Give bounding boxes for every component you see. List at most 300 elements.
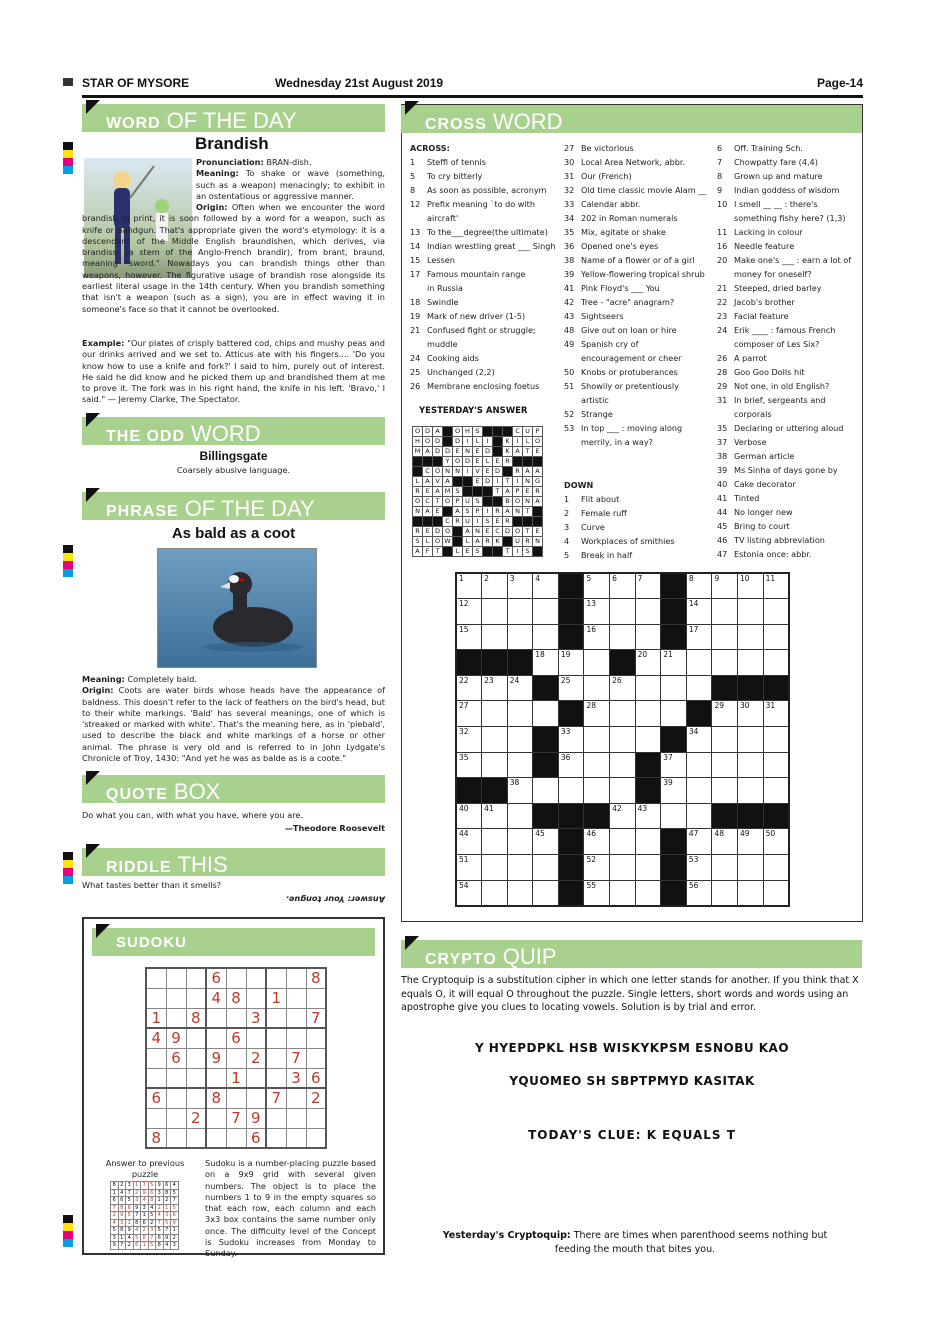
cell-number: 43 xyxy=(637,803,648,813)
answer-cell: C xyxy=(443,517,453,527)
sudoku-cell[interactable]: 6 xyxy=(306,1068,326,1088)
grid-cell[interactable] xyxy=(584,778,610,804)
grid-cell[interactable] xyxy=(712,752,738,778)
grid-cell[interactable] xyxy=(610,778,636,804)
grid-cell[interactable] xyxy=(635,650,661,676)
sudoku-cell[interactable] xyxy=(206,1008,226,1028)
grid-cell[interactable] xyxy=(456,829,482,855)
grid-cell[interactable] xyxy=(533,829,559,855)
grid-cell[interactable] xyxy=(482,624,508,650)
sudoku-cell[interactable] xyxy=(186,1128,206,1148)
crossword-grid[interactable] xyxy=(455,572,790,907)
grid-cell[interactable] xyxy=(661,650,687,676)
grid-cell[interactable] xyxy=(558,727,584,753)
grid-cell[interactable] xyxy=(610,624,636,650)
sudoku-cell[interactable] xyxy=(286,1128,306,1148)
sudoku-cell[interactable] xyxy=(206,1128,226,1148)
clue-number xyxy=(564,393,581,407)
grid-cell[interactable] xyxy=(763,573,789,599)
grid-cell[interactable] xyxy=(610,803,636,829)
grid-cell[interactable] xyxy=(456,701,482,727)
grid-cell[interactable] xyxy=(482,752,508,778)
grid-cell[interactable] xyxy=(763,650,789,676)
grid-cell[interactable] xyxy=(661,803,687,829)
black-cell xyxy=(533,547,543,557)
grid-cell[interactable] xyxy=(482,727,508,753)
grid-cell[interactable] xyxy=(584,701,610,727)
grid-cell[interactable] xyxy=(456,880,482,906)
grid-cell[interactable] xyxy=(507,752,533,778)
sudoku-cell[interactable] xyxy=(286,1088,306,1108)
sudoku-cell[interactable] xyxy=(206,1068,226,1088)
grid-cell[interactable] xyxy=(482,701,508,727)
grid-cell[interactable] xyxy=(584,675,610,701)
grid-cell[interactable] xyxy=(738,829,764,855)
grid-cell[interactable] xyxy=(482,675,508,701)
clue-number: 34 xyxy=(564,213,575,223)
grid-cell[interactable] xyxy=(507,573,533,599)
sudoku-cell[interactable]: 6 xyxy=(166,1048,186,1068)
sudoku-cell[interactable] xyxy=(166,968,186,988)
grid-cell[interactable] xyxy=(533,573,559,599)
answer-cell: K xyxy=(503,437,513,447)
sudoku-cell[interactable]: 8 xyxy=(226,988,246,1008)
answer-cell: E xyxy=(473,477,483,487)
answer-cell: N xyxy=(463,447,473,457)
sudoku-cell[interactable] xyxy=(186,968,206,988)
clue-item xyxy=(717,505,860,519)
clue-text: Chowpatty fare (4,4) xyxy=(734,157,818,167)
sudoku-cell[interactable]: 4 xyxy=(206,988,226,1008)
answer-cell: T xyxy=(503,547,513,557)
grid-cell[interactable] xyxy=(482,880,508,906)
grid-cell[interactable] xyxy=(712,573,738,599)
clue-number: 25 xyxy=(410,367,421,377)
grid-cell[interactable] xyxy=(712,855,738,881)
answer-cell: T xyxy=(493,487,503,497)
answer-cell: M xyxy=(443,487,453,497)
grid-cell[interactable] xyxy=(507,727,533,753)
sudoku-grid[interactable] xyxy=(145,967,327,1149)
sudoku-cell[interactable]: 8 xyxy=(186,1008,206,1028)
grid-cell[interactable] xyxy=(507,624,533,650)
cell-number: 9 xyxy=(714,574,720,583)
grid-cell[interactable] xyxy=(482,599,508,625)
grid-cell[interactable] xyxy=(635,599,661,625)
sudoku-cell[interactable] xyxy=(206,1028,226,1048)
grid-cell[interactable] xyxy=(635,803,661,829)
grid-cell[interactable] xyxy=(712,778,738,804)
clue-item xyxy=(717,155,860,169)
grid-cell[interactable] xyxy=(558,675,584,701)
grid-cell[interactable] xyxy=(558,778,584,804)
sudoku-cell[interactable]: 1 xyxy=(146,1008,166,1028)
grid-cell[interactable] xyxy=(686,752,712,778)
sudoku-cell[interactable] xyxy=(146,1068,166,1088)
sudoku-cell[interactable] xyxy=(246,1068,266,1088)
sudoku-cell[interactable] xyxy=(186,1088,206,1108)
grid-cell[interactable] xyxy=(456,573,482,599)
grid-cell[interactable] xyxy=(712,727,738,753)
answer-cell: 4 xyxy=(163,1242,171,1250)
clue-text: Make one's ___ : earn a lot of xyxy=(734,255,852,265)
sudoku-cell[interactable] xyxy=(186,1048,206,1068)
grid-cell[interactable] xyxy=(610,829,636,855)
grid-cell[interactable] xyxy=(507,803,533,829)
grid-cell[interactable] xyxy=(456,624,482,650)
cell-number: 20 xyxy=(637,650,648,660)
grid-cell[interactable] xyxy=(712,829,738,855)
grid-cell[interactable] xyxy=(610,752,636,778)
grid-cell[interactable] xyxy=(610,727,636,753)
grid-cell[interactable] xyxy=(584,650,610,676)
sudoku-cell[interactable]: 2 xyxy=(246,1048,266,1068)
answer-cell: D xyxy=(423,427,433,437)
sudoku-cell[interactable] xyxy=(266,1048,286,1068)
sudoku-cell[interactable]: 9 xyxy=(206,1048,226,1068)
clue-item xyxy=(564,253,714,267)
grid-cell[interactable] xyxy=(533,599,559,625)
clue-text: Unchanged (2,2) xyxy=(427,367,495,377)
grid-cell[interactable] xyxy=(558,650,584,676)
sudoku-cell[interactable] xyxy=(226,968,246,988)
sudoku-cell[interactable] xyxy=(246,1088,266,1108)
grid-cell[interactable] xyxy=(686,829,712,855)
answer-cell: W xyxy=(444,537,451,545)
grid-cell[interactable] xyxy=(635,573,661,599)
clue-text: Bring to court xyxy=(734,521,790,531)
sudoku-cell[interactable]: 1 xyxy=(226,1068,246,1088)
grid-cell[interactable] xyxy=(661,675,687,701)
grid-cell[interactable] xyxy=(635,880,661,906)
cell-number: 1 xyxy=(459,574,464,583)
sudoku-cell[interactable] xyxy=(146,1048,166,1068)
grid-cell[interactable] xyxy=(738,727,764,753)
answer-cell: N xyxy=(533,537,543,547)
clue-number: 8 xyxy=(717,171,723,181)
clue-text: something fishy here? (1,3) xyxy=(734,213,846,223)
cell-number: 53 xyxy=(688,855,699,865)
sudoku-cell[interactable] xyxy=(266,1108,286,1128)
clue-number xyxy=(717,337,734,351)
sudoku-cell[interactable] xyxy=(166,1088,186,1108)
answer-cell: N xyxy=(443,467,453,477)
sudoku-cell[interactable] xyxy=(286,1108,306,1128)
sudoku-cell[interactable] xyxy=(186,1028,206,1048)
cell-number: 30 xyxy=(740,701,750,711)
clue-number: 51 xyxy=(564,381,575,391)
grid-cell[interactable] xyxy=(661,778,687,804)
grid-cell[interactable] xyxy=(686,727,712,753)
sudoku-cell[interactable] xyxy=(146,988,166,1008)
sudoku-cell[interactable] xyxy=(186,988,206,1008)
sudoku-cell[interactable]: 1 xyxy=(266,988,286,1008)
grid-cell[interactable] xyxy=(584,880,610,906)
grid-cell[interactable] xyxy=(712,624,738,650)
cell-number: 40 xyxy=(459,803,469,813)
sudoku-cell[interactable]: 8 xyxy=(206,1088,226,1108)
grid-cell[interactable] xyxy=(635,675,661,701)
grid-cell[interactable] xyxy=(635,727,661,753)
sudoku-cell[interactable] xyxy=(206,1108,226,1128)
answer-cell: 3 xyxy=(126,1182,134,1190)
grid-cell[interactable] xyxy=(456,752,482,778)
sudoku-cell[interactable] xyxy=(286,1008,306,1028)
grid-cell[interactable] xyxy=(533,701,559,727)
grid-cell[interactable] xyxy=(482,573,508,599)
answer-cell: U xyxy=(463,517,473,527)
grid-cell[interactable] xyxy=(584,752,610,778)
riddle-question: What tastes better than it smells? xyxy=(82,880,222,890)
grid-cell[interactable] xyxy=(456,855,482,881)
grid-cell[interactable] xyxy=(635,701,661,727)
clue-text: corporals xyxy=(734,409,772,419)
grid-cell[interactable] xyxy=(661,701,687,727)
clue-item xyxy=(564,155,714,169)
grid-cell[interactable] xyxy=(584,573,610,599)
grid-cell[interactable] xyxy=(584,599,610,625)
grid-cell[interactable] xyxy=(738,701,764,727)
clue-number: 23 xyxy=(717,311,728,321)
sudoku-cell[interactable]: 2 xyxy=(186,1108,206,1128)
answer-cell: U xyxy=(463,497,473,507)
answer-cell: 5 xyxy=(126,1212,134,1220)
grid-cell[interactable] xyxy=(558,752,584,778)
grid-cell[interactable] xyxy=(738,624,764,650)
sudoku-cell[interactable]: 3 xyxy=(246,1008,266,1028)
grid-cell[interactable] xyxy=(610,573,636,599)
sudoku-cell[interactable] xyxy=(246,988,266,1008)
grid-cell[interactable] xyxy=(686,778,712,804)
sudoku-cell[interactable] xyxy=(266,1008,286,1028)
sudoku-cell[interactable] xyxy=(266,1128,286,1148)
sudoku-cell[interactable] xyxy=(226,1048,246,1068)
sudoku-cell[interactable]: 8 xyxy=(146,1128,166,1148)
grid-cell[interactable] xyxy=(456,599,482,625)
grid-cell[interactable] xyxy=(507,778,533,804)
clue-item xyxy=(717,491,860,505)
grid-cell[interactable] xyxy=(610,855,636,881)
grid-cell[interactable] xyxy=(482,829,508,855)
sudoku-cell[interactable] xyxy=(306,1048,326,1068)
grid-cell[interactable] xyxy=(738,778,764,804)
sudoku-cell[interactable] xyxy=(226,1128,246,1148)
black-cell xyxy=(712,803,738,829)
grid-cell[interactable] xyxy=(686,573,712,599)
grid-cell[interactable] xyxy=(482,803,508,829)
sudoku-cell[interactable] xyxy=(246,968,266,988)
grid-cell[interactable] xyxy=(763,778,789,804)
sudoku-cell[interactable] xyxy=(246,1028,266,1048)
cell-number: 3 xyxy=(509,574,515,583)
grid-cell[interactable] xyxy=(610,880,636,906)
grid-cell[interactable] xyxy=(635,855,661,881)
sudoku-cell[interactable] xyxy=(306,988,326,1008)
clue-item xyxy=(717,463,860,477)
grid-cell[interactable] xyxy=(507,855,533,881)
band-label: CRYPTO xyxy=(425,951,497,968)
clue-text: Indian goddess of wisdom xyxy=(734,185,840,195)
sudoku-cell[interactable] xyxy=(286,988,306,1008)
sudoku-cell[interactable]: 7 xyxy=(226,1108,246,1128)
sudoku-cell[interactable]: 7 xyxy=(306,1008,326,1028)
grid-cell[interactable] xyxy=(763,624,789,650)
grid-cell[interactable] xyxy=(738,573,764,599)
clue-item xyxy=(717,337,860,351)
grid-cell[interactable] xyxy=(610,599,636,625)
answer-cell: 2 xyxy=(141,1227,149,1235)
answer-cell: 6 xyxy=(141,1219,149,1227)
sudoku-cell[interactable] xyxy=(306,1128,326,1148)
grid-cell[interactable] xyxy=(507,829,533,855)
clue-text: Opened one's eyes xyxy=(581,241,659,251)
sudoku-cell[interactable] xyxy=(306,1028,326,1048)
grid-cell[interactable] xyxy=(533,778,559,804)
answer-cell: 1 xyxy=(156,1197,164,1205)
grid-cell[interactable] xyxy=(738,752,764,778)
sudoku-cell[interactable] xyxy=(166,1008,186,1028)
cell-number: 13 xyxy=(586,599,597,609)
origin-label: Origin: xyxy=(82,685,114,696)
grid-cell[interactable] xyxy=(686,650,712,676)
grid-cell[interactable] xyxy=(763,599,789,625)
grid-cell[interactable] xyxy=(763,855,789,881)
grid-cell[interactable] xyxy=(686,624,712,650)
grid-cell[interactable] xyxy=(610,675,636,701)
sudoku-cell[interactable] xyxy=(266,968,286,988)
grid-cell[interactable] xyxy=(763,829,789,855)
grid-cell[interactable] xyxy=(763,701,789,727)
grid-cell[interactable] xyxy=(686,855,712,881)
sudoku-cell[interactable] xyxy=(226,1088,246,1108)
clue-item xyxy=(410,337,560,351)
sudoku-cell[interactable] xyxy=(166,988,186,1008)
grid-cell[interactable] xyxy=(712,650,738,676)
yesterday-cryptoquip xyxy=(440,1229,830,1256)
word-example-block xyxy=(82,338,385,406)
sudoku-cell[interactable]: 8 xyxy=(306,968,326,988)
black-cell xyxy=(456,650,482,676)
grid-cell[interactable] xyxy=(456,675,482,701)
grid-cell[interactable] xyxy=(686,803,712,829)
sudoku-cell[interactable]: 6 xyxy=(226,1028,246,1048)
clue-item xyxy=(564,548,714,562)
grid-cell[interactable] xyxy=(584,855,610,881)
clue-number: 8 xyxy=(410,185,416,195)
odd-word-meaning: Coarsely abusive language. xyxy=(176,465,291,475)
sudoku-cell[interactable]: 6 xyxy=(246,1128,266,1148)
grid-cell[interactable] xyxy=(738,650,764,676)
grid-cell[interactable] xyxy=(584,829,610,855)
grid-cell[interactable] xyxy=(507,880,533,906)
answer-cell: 7 xyxy=(141,1182,149,1190)
answer-cell: A xyxy=(443,477,453,487)
answer-cell: 7 xyxy=(171,1197,179,1205)
clue-item xyxy=(564,351,714,365)
grid-cell[interactable] xyxy=(686,599,712,625)
clue-item xyxy=(564,379,714,393)
grid-cell[interactable] xyxy=(712,701,738,727)
answer-cell: I xyxy=(483,437,493,447)
grid-cell[interactable] xyxy=(738,855,764,881)
grid-cell[interactable] xyxy=(738,599,764,625)
sudoku-cell[interactable]: 6 xyxy=(206,968,226,988)
grid-cell[interactable] xyxy=(763,727,789,753)
sudoku-cell[interactable] xyxy=(226,1008,246,1028)
clue-number: 11 xyxy=(717,227,728,237)
sudoku-cell[interactable] xyxy=(146,968,166,988)
clue-number: 35 xyxy=(717,423,728,433)
grid-cell[interactable] xyxy=(712,599,738,625)
grid-cell[interactable] xyxy=(533,624,559,650)
sudoku-cell[interactable] xyxy=(286,1028,306,1048)
clue-text: Membrane enclosing foetus xyxy=(427,381,540,391)
cell-number: 25 xyxy=(560,675,571,685)
grid-cell[interactable] xyxy=(686,880,712,906)
grid-cell[interactable] xyxy=(763,880,789,906)
grid-cell[interactable] xyxy=(456,803,482,829)
grid-cell[interactable] xyxy=(661,752,687,778)
sudoku-cell[interactable]: 9 xyxy=(166,1028,186,1048)
grid-cell[interactable] xyxy=(584,624,610,650)
sudoku-cell[interactable] xyxy=(286,968,306,988)
grid-cell[interactable] xyxy=(507,599,533,625)
grid-cell[interactable] xyxy=(763,752,789,778)
grid-cell[interactable] xyxy=(507,675,533,701)
grid-cell[interactable] xyxy=(533,880,559,906)
sudoku-cell[interactable]: 2 xyxy=(306,1088,326,1108)
black-cell xyxy=(483,497,493,507)
black-cell xyxy=(661,829,687,855)
grid-cell[interactable] xyxy=(686,675,712,701)
grid-cell[interactable] xyxy=(712,880,738,906)
answer-cell: D xyxy=(433,447,443,457)
sudoku-cell[interactable] xyxy=(146,1108,166,1128)
sudoku-cell[interactable] xyxy=(186,1068,206,1088)
sudoku-cell[interactable] xyxy=(306,1108,326,1128)
sudoku-cell[interactable] xyxy=(166,1128,186,1148)
sudoku-cell[interactable]: 7 xyxy=(266,1088,286,1108)
grid-cell[interactable] xyxy=(584,727,610,753)
sudoku-cell[interactable] xyxy=(166,1108,186,1128)
clue-item xyxy=(564,183,714,197)
grid-cell[interactable] xyxy=(533,650,559,676)
answer-cell: R xyxy=(513,467,523,477)
sudoku-cell[interactable]: 9 xyxy=(246,1108,266,1128)
band-label: CROSS xyxy=(425,116,487,133)
grid-cell[interactable] xyxy=(456,727,482,753)
black-cell xyxy=(635,778,661,804)
sudoku-cell[interactable]: 7 xyxy=(286,1048,306,1068)
sudoku-cell[interactable]: 4 xyxy=(146,1028,166,1048)
answer-cell: C xyxy=(423,497,433,507)
sudoku-cell[interactable] xyxy=(266,1068,286,1088)
sudoku-cell[interactable] xyxy=(266,1028,286,1048)
grid-cell[interactable] xyxy=(507,701,533,727)
clue-text: Showily or pretentiously xyxy=(581,381,679,391)
sudoku-cell[interactable]: 6 xyxy=(146,1088,166,1108)
grid-cell[interactable] xyxy=(635,829,661,855)
grid-cell[interactable] xyxy=(738,880,764,906)
sudoku-cell[interactable] xyxy=(166,1068,186,1088)
sudoku-cell[interactable]: 3 xyxy=(286,1068,306,1088)
grid-cell[interactable] xyxy=(533,855,559,881)
grid-cell[interactable] xyxy=(610,701,636,727)
answer-cell: 4 xyxy=(111,1219,119,1227)
clue-text: Give out on loan or hire xyxy=(581,325,677,335)
grid-cell[interactable] xyxy=(635,624,661,650)
grid-cell[interactable] xyxy=(482,855,508,881)
